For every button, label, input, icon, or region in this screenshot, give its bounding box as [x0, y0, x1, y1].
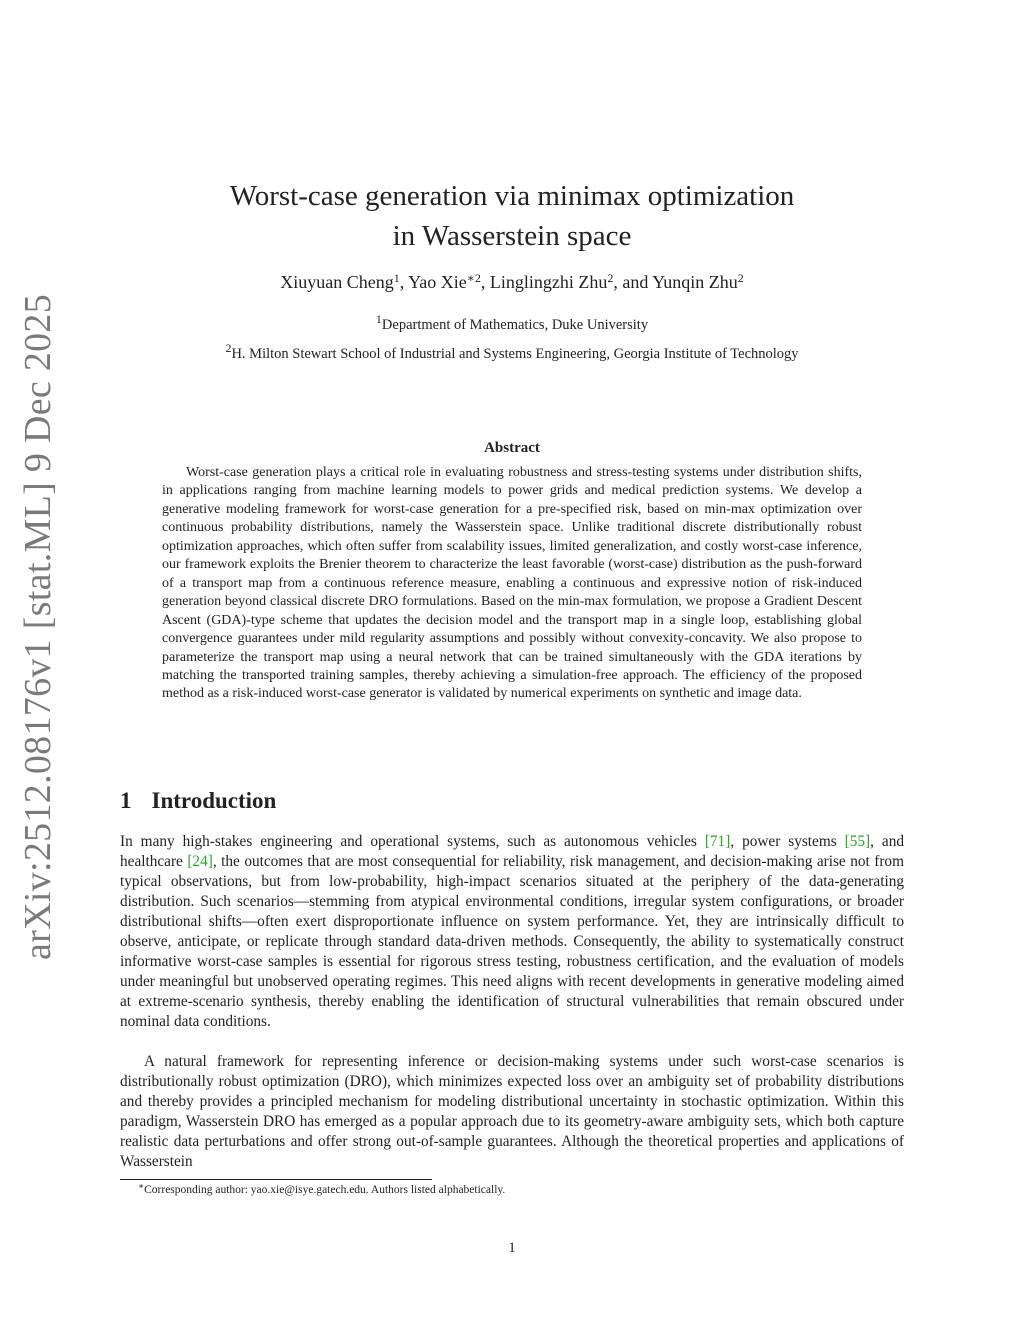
author-sep: , [399, 272, 409, 292]
author-3-affil: 2 [607, 271, 614, 285]
section-number: 1 [120, 788, 132, 813]
affiliation-2-text: H. Milton Stewart School of Industrial and Systems Engineering, Georgia Institute of Technology [231, 346, 799, 362]
paragraph-text: In many high-stakes engineering and operational systems, such as autonomous vehicles [120, 833, 705, 850]
section-heading [120, 788, 276, 814]
affiliation-2 [112, 341, 912, 363]
paragraph-text: , and healthcare [120, 833, 904, 870]
affiliation-1-mark: 1 [375, 312, 382, 326]
author-1: Xiuyuan Cheng [280, 272, 394, 292]
arxiv-identifier: arXiv:2512.08176v1 [stat.ML] 9 Dec 2025 [17, 293, 59, 960]
citation-link[interactable]: [24] [187, 853, 213, 870]
author-4: Yunqin Zhu [652, 272, 738, 292]
footnote-rule [120, 1179, 432, 1180]
author-3: Linglingzhi Zhu [489, 272, 608, 292]
author-2: Yao Xie [408, 272, 467, 292]
author-2-affil: ∗2 [466, 271, 481, 285]
page-number: 1 [508, 1240, 516, 1256]
paragraph-text: , the outcomes that are most consequential for reliability, risk management, and decision-making arise not from typical observations, but from low-probability, high-impact scenarios situated at the periphery of the data-generating distribution. Such scenarios—stemming from atypical environmental conditions, irregular system configurations, or broader distributional shifts—often exert disproportionate influence on system performance. Yet, they are intrinsically difficult to observe, anticipate, or replicate through standard data-driven methods. Consequently, the ability to systematically construct informative worst-case samples is essential for rigorous stress testing, robustness certification, and the evaluation of models under meaningful but unobserved operating regimes. This need aligns with recent developments in generative modeling aimed at extreme-scenario synthesis, thereby enabling the identification of structural vulnerabilities that remain obscured under nominal data conditions. [120, 853, 904, 1030]
abstract-heading: Abstract [484, 440, 540, 456]
citation-link[interactable]: [71] [704, 833, 731, 850]
affiliation-1-text: Department of Mathematics, Duke University [381, 317, 649, 333]
footnote-text: Corresponding author: yao.xie@isye.gatech.edu. Authors listed alphabetically. [144, 1184, 506, 1196]
author-list [112, 272, 912, 293]
footnote-mark: ∗ [138, 1181, 145, 1191]
author-1-affil: 1 [393, 271, 400, 285]
paper-title [112, 176, 912, 256]
paragraph-text: , power systems [730, 833, 845, 850]
affiliation-1 [112, 312, 912, 334]
citation-link[interactable]: [55] [844, 833, 871, 850]
intro-paragraph-2: A natural framework for representing inference or decision-making systems under such worst-case scenarios is distributionally robust optimization (DRO), which minimizes expected loss over an ambiguity set of probability distributions and thereby provides a principled mechanism for modeling distributional uncertainty in stochastic optimization. Within this paradigm, Wasserstein DRO has emerged as a popular approach due to its geometry-aware ambiguity sets, which both capture realistic data perturbations and offer strong out-of-sample guarantees. Although the theoretical properties and applications of Wasserstein [120, 1053, 904, 1170]
author-sep: , and [613, 272, 653, 292]
title-line-1: Worst-case generation via minimax optimization [229, 180, 795, 212]
affiliation-2-mark: 2 [225, 341, 232, 355]
intro-paragraph-1 [120, 832, 904, 1032]
author-sep: , [480, 272, 490, 292]
section-title: Introduction [151, 788, 277, 813]
abstract-body: Worst-case generation plays a critical role in evaluating robustness and stress-testing systems under distribution shifts, in applications ranging from machine learning models to power grids and medical prediction systems. We develop a generative modeling framework for worst-case generation for a pre-specified risk, based on min-max optimization over continuous probability distributions, namely the Wasserstein space. Unlike traditional discrete distributionally robust optimization approaches, which often suffer from scalability issues, limited generalization, and costly worst-case inference, our framework exploits the Brenier theorem to characterize the least favorable (worst-case) distribution as the push-forward of a transport map from a continuous reference measure, enabling a continuous and expressive notion of risk-induced generation beyond classical discrete DRO formulations. Based on the min-max formulation, we propose a Gradient Descent Ascent (GDA)-type scheme that updates the decision model and the transport map in a single loop, establishing global convergence guarantees under mild regularity assumptions and possibly without convexity-concavity. We also propose to parameterize the transport map using a neural network that can be trained simultaneously with the GDA iterations by matching the transported training samples, thereby achieving a simulation-free approach. The efficiency of the proposed method as a risk-induced worst-case generator is validated by numerical experiments on synthetic and image data. [162, 465, 862, 702]
title-line-2: in Wasserstein space [392, 220, 632, 252]
author-4-affil: 2 [737, 271, 744, 285]
footnote [138, 1181, 506, 1196]
